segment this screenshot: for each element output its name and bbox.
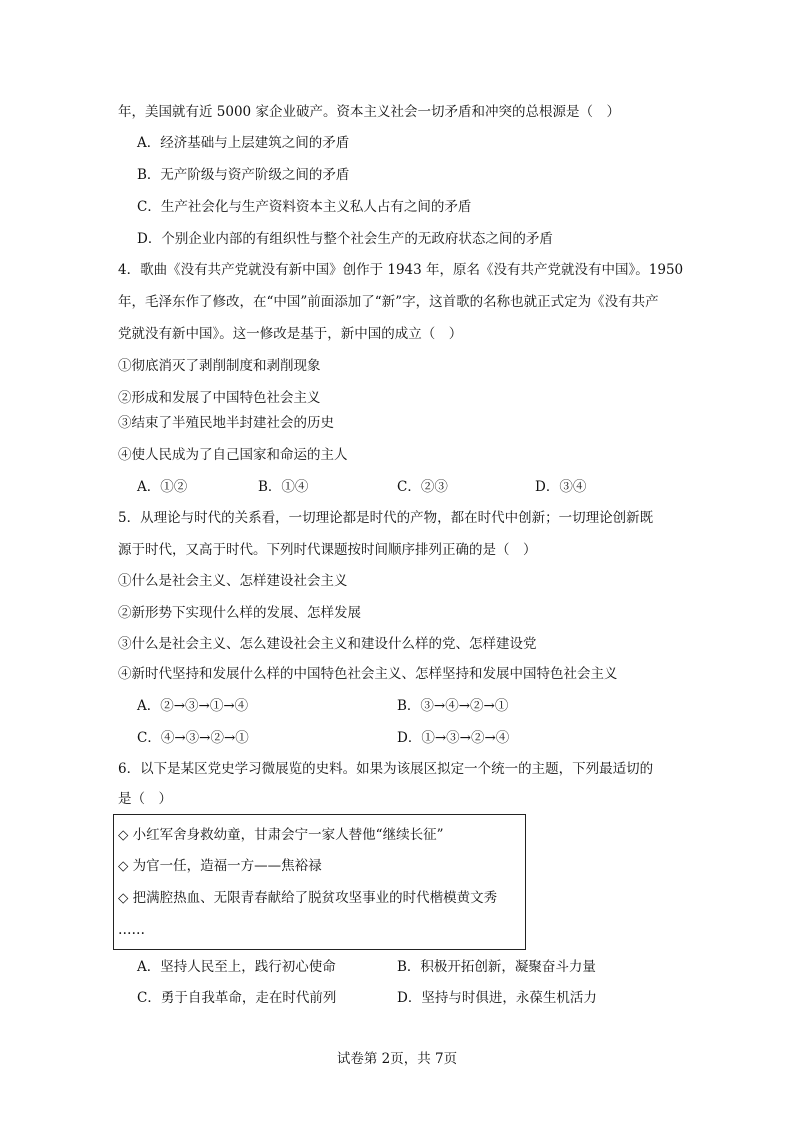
- q5-option-d: D．①→③→②→④: [397, 730, 510, 746]
- q5-item-4: ④新时代坚持和发展什么样的中国特色社会主义、怎样坚持和发展中国特色社会主义: [118, 666, 618, 682]
- q6-stem-line-2: 是（ ）: [118, 791, 172, 807]
- q5-option-c: C．④→③→②→①: [137, 730, 249, 746]
- q3-option-a: A．经济基础与上层建筑之间的矛盾: [137, 135, 350, 151]
- q6-option-c: C．勇于自我革命，走在时代前列: [137, 990, 337, 1006]
- q6-option-b: B．积极开拓创新，凝聚奋斗力量: [397, 959, 596, 975]
- q4-item-1: ①彻底消灭了剥削制度和剥削现象: [118, 358, 321, 374]
- q4-option-a: A．①②: [137, 479, 188, 495]
- q3-option-b: B．无产阶级与资产阶级之间的矛盾: [137, 167, 350, 183]
- q4-stem-line-1: 4．歌曲《没有共产党就没有新中国》创作于 1943 年，原名《没有共产党就没有中国》。1950: [118, 262, 684, 278]
- q4-option-b: B．①④: [258, 479, 309, 495]
- q6-box-line-2: ◇ 为官一任，造福一方——焦裕禄: [118, 858, 322, 874]
- q6-option-d: D．坚持与时俱进，永葆生机活力: [397, 990, 597, 1006]
- q6-box-ellipsis: ……: [118, 922, 145, 938]
- q6-stem-line-1: 6．以下是某区党史学习微展览的史料。如果为该展区拟定一个统一的主题，下列最适切的: [118, 761, 654, 777]
- q3-option-c: C．生产社会化与生产资料资本主义私人占有之间的矛盾: [137, 199, 472, 215]
- q4-item-3: ③结束了半殖民地半封建社会的历史: [118, 415, 334, 431]
- q4-stem-line-2: 年，毛泽东作了修改，在“中国”前面添加了“新”字，这首歌的名称也就正式定为《没有共产: [118, 294, 659, 310]
- q5-option-b: B．③→④→②→①: [397, 698, 509, 714]
- q3-stem-line: 年，美国就有近 5000 家企业破产。资本主义社会一切矛盾和冲突的总根源是（ ）: [118, 104, 620, 120]
- q6-box-line-3: ◇ 把满腔热血、无限青春献给了脱贫攻坚事业的时代楷模黄文秀: [118, 890, 498, 906]
- page-footer: 试卷第 2页，共 7页: [336, 1051, 458, 1067]
- q4-item-2: ②形成和发展了中国特色社会主义: [118, 390, 321, 406]
- q5-item-2: ②新形势下实现什么样的发展、怎样发展: [118, 605, 361, 621]
- q4-stem-line-3: 党就没有新中国》。这一修改是基于，新中国的成立（ ）: [118, 326, 463, 342]
- q5-stem-line-2: 源于时代，又高于时代。下列时代课题按时间顺序排列正确的是（ ）: [118, 542, 537, 558]
- q5-item-1: ①什么是社会主义、怎样建设社会主义: [118, 573, 348, 589]
- q5-item-3: ③什么是社会主义、怎么建设社会主义和建设什么样的党、怎样建设党: [118, 636, 537, 652]
- q6-box-line-1: ◇ 小红军舍身救幼童，甘肃会宁一家人替他“继续长征”: [118, 827, 444, 843]
- q3-option-d: D．个别企业内部的有组织性与整个社会生产的无政府状态之间的矛盾: [137, 231, 553, 247]
- q4-option-c: C．②③: [397, 479, 448, 495]
- q4-item-4: ④使人民成为了自己国家和命运的主人: [118, 447, 348, 463]
- q4-option-d: D．③④: [535, 479, 587, 495]
- q5-stem-line-1: 5．从理论与时代的关系看，一切理论都是时代的产物，都在时代中创新；一切理论创新既: [118, 510, 654, 526]
- q6-option-a: A．坚持人民至上，践行初心使命: [137, 959, 336, 975]
- q5-option-a: A．②→③→①→④: [137, 698, 249, 714]
